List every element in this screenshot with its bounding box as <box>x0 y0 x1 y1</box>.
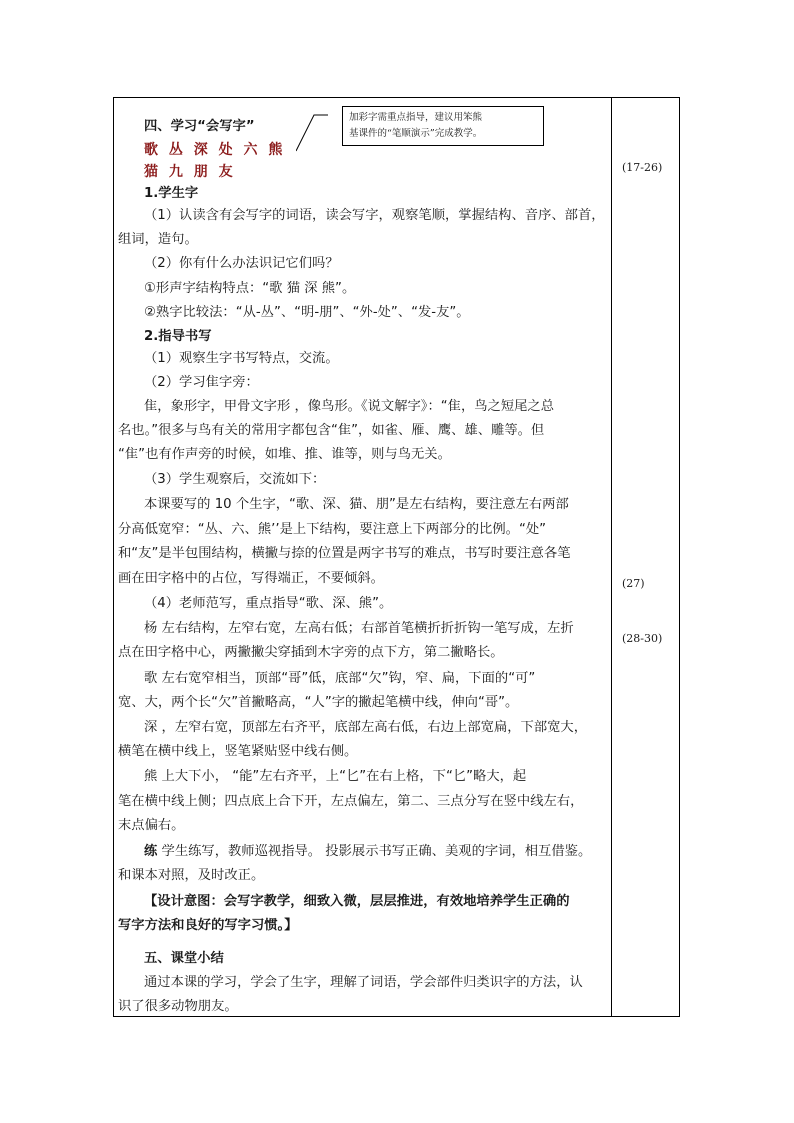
section-4-title: 四、学习“会写字” <box>144 119 255 134</box>
char-list-2: 猫 九 朋 友 <box>144 164 236 180</box>
design-intent: 写字方法和良好的写字习惯。】 <box>118 918 298 933</box>
paragraph-text: 学生练写，教师巡视指导。 投影展示书写正确、美观的字词，相互借鉴。 <box>157 844 592 859</box>
paragraph: 组词，造句。 <box>118 232 198 247</box>
paragraph: 和课本对照，及时改正。 <box>118 868 265 883</box>
column-divider <box>611 97 612 1017</box>
practice-label: 练 <box>144 844 158 859</box>
section-5-title: 五、课堂小结 <box>144 951 224 966</box>
paragraph: “隹”也有作声旁的时候，如堆、推、谁等，则与鸟无关。 <box>118 447 451 462</box>
paragraph: 深 ，左窄右宽，顶部左右齐平，底部左高右低，右边上部宽扁，下部宽大， <box>144 720 588 735</box>
note-line-1: 加彩字需重点指导，建议用笨熊 <box>349 112 483 123</box>
paragraph: （2）学习隹字旁： <box>144 375 259 390</box>
note-line-2: 基课件的“笔顺演示”完成教学。 <box>349 128 483 139</box>
paragraph: 杨 左右结构，左窄右宽，左高右低；右部首笔横折折折钩一笔写成，左折 <box>144 621 574 636</box>
paragraph: ①形声字结构特点：“歌 猫 深 熊”。 <box>144 281 356 296</box>
timing-28-30: (28-30) <box>622 632 663 645</box>
paragraph: 笔在横中线上侧；四点底上合下开，左点偏左，第二、三点分写在竖中线左右， <box>118 794 584 809</box>
paragraph: （1）认读含有会写字的词语，读会写字，观察笔顺，掌握结构、音序、部首， <box>144 208 605 223</box>
paragraph: 熊 上大下小， “能”左右齐平，上“匕”在右上格，下“匕”略大，起 <box>144 769 527 784</box>
paragraph: （4）老师范写，重点指导“歌、深、熊”。 <box>144 596 393 611</box>
paragraph: 分高低宽窄：“丛、六、熊’’是上下结构，要注意上下两部分的比例。“处” <box>118 522 547 537</box>
subheading-learn-chars: 1.学生字 <box>144 186 199 201</box>
paragraph: 宽、大，两个长“欠”首撇略高，“人”字的撇起笔横中线，伸向“哥”。 <box>118 695 519 710</box>
design-intent: 【设计意图：会写字教学，细致入微，层层推进，有效地培养学生正确的 <box>144 894 570 909</box>
paragraph: 隹，象形字，甲骨文字形 ，像鸟形。《说文解字》：“隹，鸟之短尾之总 <box>144 399 555 414</box>
paragraph <box>118 839 608 865</box>
timing-27: (27) <box>622 577 645 590</box>
paragraph: 名也。”很多与鸟有关的常用字都包含“隹”，如雀、雁、鹰、雄、雕等。但 <box>118 423 545 438</box>
paragraph: 点在田字格中心，两撇撇尖穿插到木字旁的点下方，第二撇略长。 <box>118 645 504 660</box>
paragraph: 末点偏右。 <box>118 818 185 833</box>
char-list-1: 歌 丛 深 处 六 熊 <box>144 142 286 158</box>
subheading-writing-guide: 2.指导书写 <box>144 329 212 344</box>
paragraph: ②熟字比较法：“从-丛”、“明-朋”、“外-处”、“发-友”。 <box>144 305 470 320</box>
paragraph: 画在田字格中的占位，写得端正，不要倾斜。 <box>118 571 384 586</box>
paragraph: 通过本课的学习，学会了生字，理解了词语，学会部件归类识字的方法，认 <box>144 975 583 990</box>
paragraph: （2）你有什么办法识记它们吗？ <box>144 256 339 271</box>
paragraph: 本课要写的 10 个生字，“歌、深、猫、朋”是左右结构，要注意左右两部 <box>144 497 569 512</box>
paragraph: 识了很多动物朋友。 <box>118 999 238 1014</box>
timing-17-26: (17-26) <box>622 161 663 174</box>
paragraph: 和“友”是半包围结构，横撇与捺的位置是两字书写的难点，书写时要注意各笔 <box>118 546 571 561</box>
paragraph: 歌 左右宽窄相当，顶部“哥”低，底部“欠”钩，窄、扁，下面的“可” <box>144 671 536 686</box>
paragraph: （1）观察生字书写特点，交流。 <box>144 351 339 366</box>
paragraph: 横笔在横中线上，竖笔紧贴竖中线右侧。 <box>118 744 358 759</box>
paragraph: （3）学生观察后，交流如下： <box>144 472 326 487</box>
